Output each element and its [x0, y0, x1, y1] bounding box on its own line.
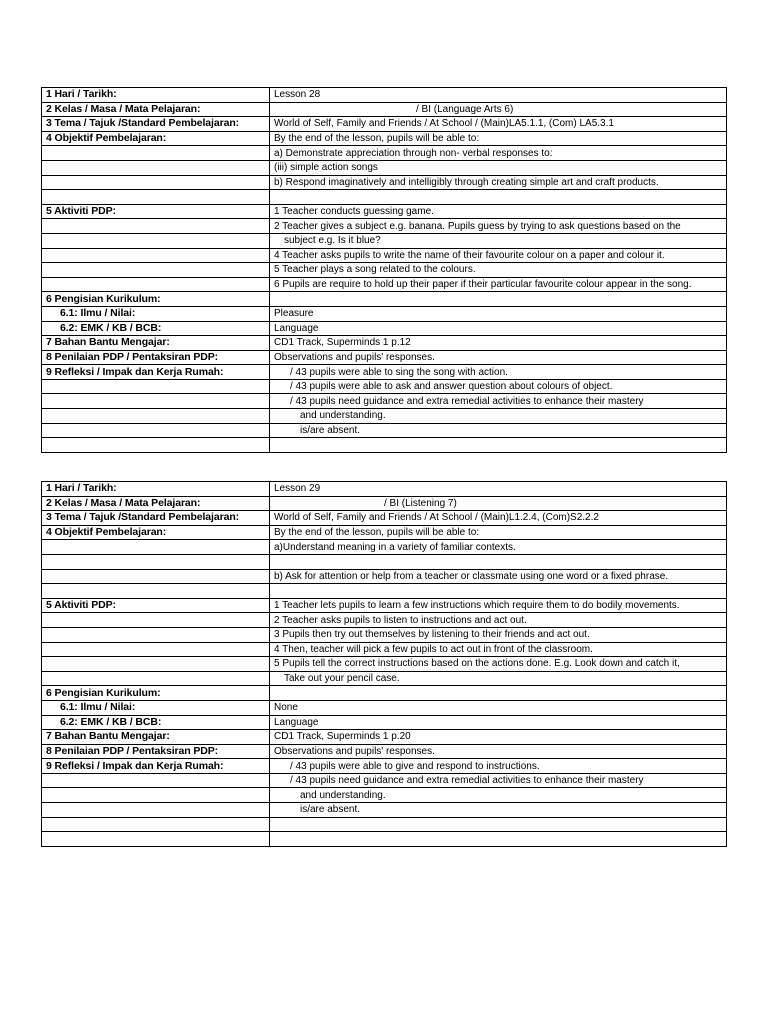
table-row — [42, 394, 727, 409]
row-label — [42, 569, 270, 584]
row-label: 2 Kelas / Masa / Mata Pelajaran: — [42, 496, 270, 511]
row-value: / 43 pupils need guidance and extra remedial activities to enhance their mastery — [270, 773, 727, 788]
table-row — [42, 554, 727, 569]
table-row — [42, 146, 727, 161]
table-row — [42, 379, 727, 394]
row-value: 2 Teacher asks pupils to listen to instructions and act out. — [270, 613, 727, 628]
table-row — [42, 642, 727, 657]
row-value — [270, 817, 727, 832]
row-label — [42, 613, 270, 628]
row-value: 4 Teacher asks pupils to write the name of their favourite colour on a paper and colour it. — [270, 248, 727, 263]
table-row — [42, 613, 727, 628]
table-row — [42, 773, 727, 788]
table-row — [42, 598, 727, 613]
row-label — [42, 277, 270, 292]
row-label — [42, 160, 270, 175]
row-value: None — [270, 700, 727, 715]
table-row — [42, 525, 727, 540]
row-label — [42, 803, 270, 818]
row-value: b) Ask for attention or help from a teacher or classmate using one word or a fixed phrase. — [270, 569, 727, 584]
row-value — [270, 292, 727, 307]
table-row — [42, 204, 727, 219]
row-label: 5 Aktiviti PDP: — [42, 598, 270, 613]
table-row — [42, 248, 727, 263]
row-value: Pleasure — [270, 306, 727, 321]
row-label — [42, 540, 270, 555]
row-label — [42, 438, 270, 453]
row-label — [42, 817, 270, 832]
row-value: / 43 pupils need guidance and extra remedial activities to enhance their mastery — [270, 394, 727, 409]
row-label: 9 Refleksi / Impak dan Kerja Rumah: — [42, 365, 270, 380]
row-value: By the end of the lesson, pupils will be able to: — [270, 131, 727, 146]
row-label — [42, 248, 270, 263]
table-row — [42, 627, 727, 642]
row-value: is/are absent. — [270, 803, 727, 818]
row-value: is/are absent. — [270, 423, 727, 438]
row-value: 3 Pupils then try out themselves by listening to their friends and act out. — [270, 627, 727, 642]
table-row — [42, 350, 727, 365]
row-value — [270, 438, 727, 453]
row-value: 5 Pupils tell the correct instructions based on the actions done. E.g. Look down and catch it, — [270, 657, 727, 672]
row-label: 5 Aktiviti PDP: — [42, 204, 270, 219]
row-label — [42, 175, 270, 190]
row-label — [42, 409, 270, 424]
row-value: 4 Then, teacher will pick a few pupils to act out in front of the classroom. — [270, 642, 727, 657]
row-label: 1 Hari / Tarikh: — [42, 88, 270, 103]
row-label: 6 Pengisian Kurikulum: — [42, 292, 270, 307]
row-label: 1 Hari / Tarikh: — [42, 482, 270, 497]
table-row — [42, 88, 727, 103]
row-label: 9 Refleksi / Impak dan Kerja Rumah: — [42, 759, 270, 774]
row-value: Lesson 29 — [270, 482, 727, 497]
table-row — [42, 496, 727, 511]
row-label — [42, 657, 270, 672]
table-row — [42, 336, 727, 351]
row-value: World of Self, Family and Friends / At School / (Main)L1.2.4, (Com)S2.2.2 — [270, 511, 727, 526]
table-row — [42, 730, 727, 745]
row-label — [42, 233, 270, 248]
row-label — [42, 394, 270, 409]
row-label: 6.1: Ilmu / Nilai: — [42, 700, 270, 715]
lesson-plan-table-1 — [41, 87, 727, 453]
table-row — [42, 832, 727, 847]
table-row — [42, 817, 727, 832]
row-value: Language — [270, 321, 727, 336]
row-label — [42, 379, 270, 394]
row-label — [42, 584, 270, 599]
table-row — [42, 175, 727, 190]
table-row — [42, 277, 727, 292]
row-value — [270, 190, 727, 205]
row-value — [270, 686, 727, 701]
row-label — [42, 642, 270, 657]
table-row — [42, 657, 727, 672]
row-value: and understanding. — [270, 788, 727, 803]
row-value: Observations and pupils' responses. — [270, 744, 727, 759]
row-label: 6 Pengisian Kurikulum: — [42, 686, 270, 701]
row-value: / BI (Listening 7) — [270, 496, 727, 511]
row-label: 7 Bahan Bantu Mengajar: — [42, 730, 270, 745]
table-row — [42, 233, 727, 248]
row-value: and understanding. — [270, 409, 727, 424]
row-value: Language — [270, 715, 727, 730]
table-row — [42, 263, 727, 278]
table-row — [42, 700, 727, 715]
table-row — [42, 803, 727, 818]
row-label — [42, 773, 270, 788]
row-label: 3 Tema / Tajuk /Standard Pembelajaran: — [42, 511, 270, 526]
table-row — [42, 409, 727, 424]
row-value: 5 Teacher plays a song related to the colours. — [270, 263, 727, 278]
table-row — [42, 788, 727, 803]
row-label — [42, 671, 270, 686]
table-row — [42, 365, 727, 380]
row-value: CD1 Track, Superminds 1 p.12 — [270, 336, 727, 351]
row-value: 1 Teacher conducts guessing game. — [270, 204, 727, 219]
row-value: Lesson 28 — [270, 88, 727, 103]
table-row — [42, 482, 727, 497]
table-row — [42, 584, 727, 599]
row-label: 6.1: Ilmu / Nilai: — [42, 306, 270, 321]
row-value: / 43 pupils were able to ask and answer question about colours of object. — [270, 379, 727, 394]
row-label: 8 Penilaian PDP / Pentaksiran PDP: — [42, 744, 270, 759]
row-label — [42, 190, 270, 205]
lesson-plan-table-2 — [41, 481, 727, 847]
row-value: World of Self, Family and Friends / At School / (Main)LA5.1.1, (Com) LA5.3.1 — [270, 117, 727, 132]
row-value: / 43 pupils were able to sing the song with action. — [270, 365, 727, 380]
row-value: / 43 pupils were able to give and respond to instructions. — [270, 759, 727, 774]
row-label: 4 Objektif Pembelajaran: — [42, 131, 270, 146]
row-value: a) Demonstrate appreciation through non- verbal responses to: — [270, 146, 727, 161]
row-value — [270, 832, 727, 847]
table-row — [42, 686, 727, 701]
table-row — [42, 190, 727, 205]
table-row — [42, 759, 727, 774]
row-label — [42, 832, 270, 847]
row-label: 4 Objektif Pembelajaran: — [42, 525, 270, 540]
row-value: 6 Pupils are require to hold up their paper if their particular favourite colour appear in the song. — [270, 277, 727, 292]
table-row — [42, 306, 727, 321]
table-row — [42, 569, 727, 584]
row-label: 2 Kelas / Masa / Mata Pelajaran: — [42, 102, 270, 117]
table-row — [42, 131, 727, 146]
table-row — [42, 292, 727, 307]
row-label — [42, 146, 270, 161]
table-row — [42, 438, 727, 453]
row-label: 8 Penilaian PDP / Pentaksiran PDP: — [42, 350, 270, 365]
row-value: a)Understand meaning in a variety of familiar contexts. — [270, 540, 727, 555]
row-label: 7 Bahan Bantu Mengajar: — [42, 336, 270, 351]
table-row — [42, 219, 727, 234]
table-row — [42, 321, 727, 336]
table-row — [42, 102, 727, 117]
row-label — [42, 219, 270, 234]
row-label — [42, 554, 270, 569]
table-row — [42, 511, 727, 526]
table-row — [42, 540, 727, 555]
row-value: / BI (Language Arts 6) — [270, 102, 727, 117]
row-value: Observations and pupils' responses. — [270, 350, 727, 365]
row-value: By the end of the lesson, pupils will be able to: — [270, 525, 727, 540]
row-value — [270, 554, 727, 569]
table-row — [42, 671, 727, 686]
row-label — [42, 788, 270, 803]
row-label — [42, 423, 270, 438]
row-value: 2 Teacher gives a subject e.g. banana. Pupils guess by trying to ask questions based on the — [270, 219, 727, 234]
row-value — [270, 584, 727, 599]
row-value: CD1 Track, Superminds 1 p.20 — [270, 730, 727, 745]
row-value: subject e.g. Is it blue? — [270, 233, 727, 248]
row-label: 6.2: EMK / KB / BCB: — [42, 715, 270, 730]
row-label: 3 Tema / Tajuk /Standard Pembelajaran: — [42, 117, 270, 132]
table-row — [42, 744, 727, 759]
row-value: Take out your pencil case. — [270, 671, 727, 686]
table-row — [42, 160, 727, 175]
row-value: (iii) simple action songs — [270, 160, 727, 175]
table-row — [42, 715, 727, 730]
table-row — [42, 117, 727, 132]
row-label — [42, 627, 270, 642]
row-label — [42, 263, 270, 278]
row-value: 1 Teacher lets pupils to learn a few instructions which require them to do bodily movements. — [270, 598, 727, 613]
row-value: b) Respond imaginatively and intelligibly through creating simple art and craft products. — [270, 175, 727, 190]
row-label: 6.2: EMK / KB / BCB: — [42, 321, 270, 336]
table-row — [42, 423, 727, 438]
